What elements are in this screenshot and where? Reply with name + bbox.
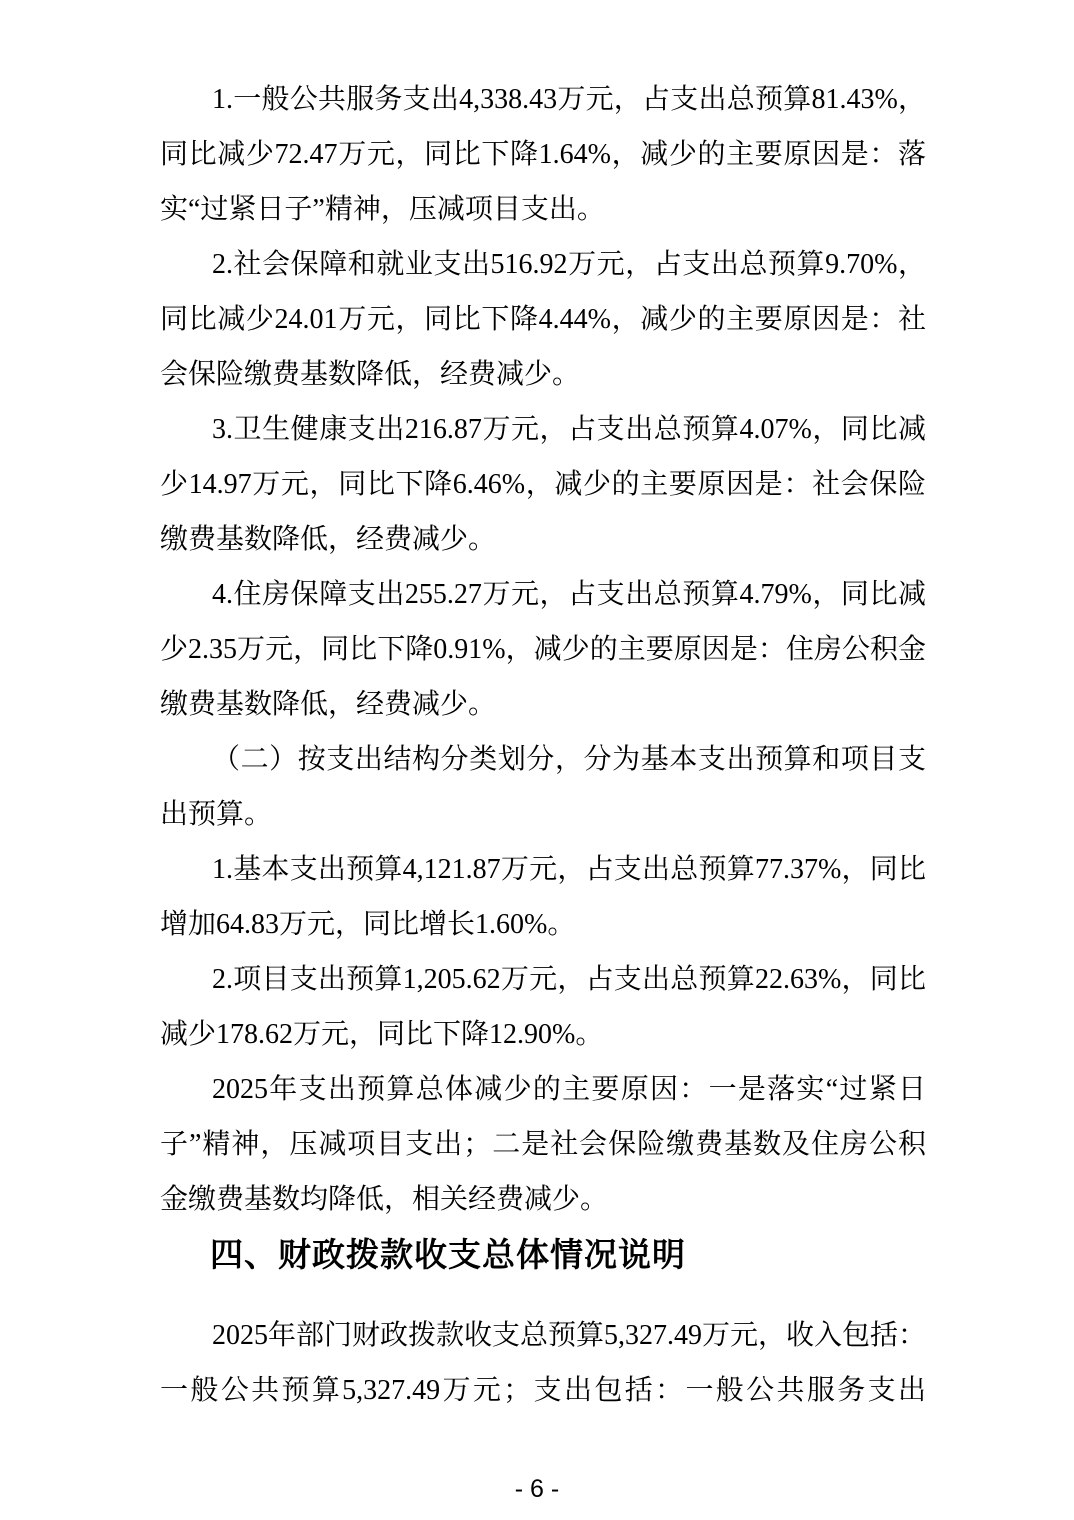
para-project-expense-budget: 2.项目支出预算1,205.62万元，占支出总预算22.63%，同比减少178.62万元，同比下降12.90%。 [160,964,926,1050]
heading-fiscal-appropriation-overview: 四、财政拨款收支总体情况说明 [210,1236,686,1273]
para-fiscal-appropriation-total: 2025年部门财政拨款收支总预算5,327.49万元，收入包括：一般公共预算5,327.49万元；支出包括：一般公共服务支出 [160,1320,927,1406]
para-housing-security-expense: 4.住房保障支出255.27万元，占支出总预算4.79%，同比减少2.35万元，同比下降0.91%，减少的主要原因是：住房公积金缴费基数降低，经费减少。 [160,579,926,720]
para-expense-structure-classification: （二）按支出结构分类划分，分为基本支出预算和项目支出预算。 [160,744,926,830]
document-body [160,72,926,1418]
para-basic-expense-budget: 1.基本支出预算4,121.87万元，占支出总预算77.37%，同比增加64.83万元，同比增长1.60%。 [160,854,926,940]
para-social-security-employment-expense: 2.社会保障和就业支出516.92万元，占支出总预算9.70%，同比减少24.01万元，同比下降4.44%，减少的主要原因是：社会保险缴费基数降低，经费减少。 [160,249,926,390]
para-budget-decrease-reasons: 2025年支出预算总体减少的主要原因：一是落实“过紧日子”精神，压减项目支出；二是社会保险缴费基数及住房公积金缴费基数均降低，相关经费减少。 [160,1074,926,1215]
para-health-expense: 3.卫生健康支出216.87万元，占支出总预算4.07%，同比减少14.97万元，同比下降6.46%，减少的主要原因是：社会保险缴费基数降低，经费减少。 [160,414,926,555]
para-general-public-services-expense: 1.一般公共服务支出4,338.43万元，占支出总预算81.43%，同比减少72.47万元，同比下降1.64%，减少的主要原因是：落实“过紧日子”精神，压减项目支出。 [160,84,926,225]
page-number: - 6 - [514,1475,560,1503]
